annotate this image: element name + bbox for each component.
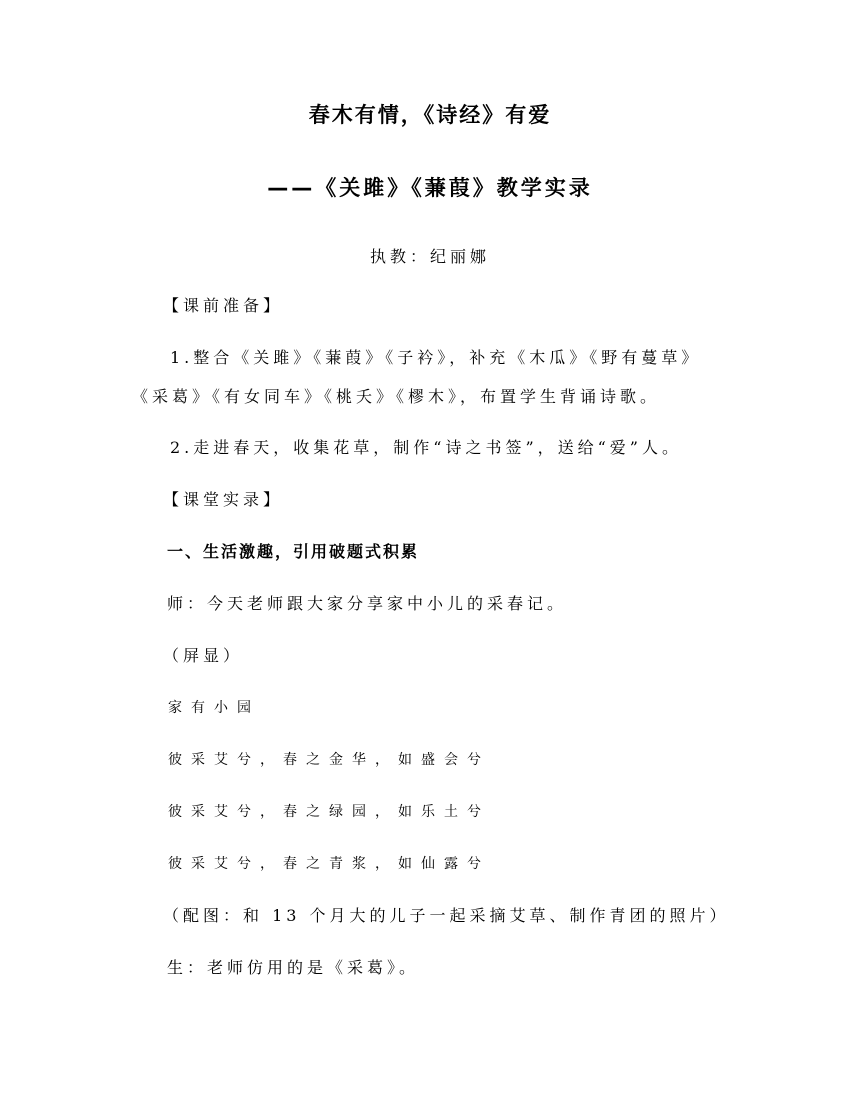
prep-item-1-line-1: 1.整合《关雎》《蒹葭》《子衿》，补充《木瓜》《野有蔓草》	[170, 348, 702, 367]
section-heading-prep: 【课前准备】	[163, 296, 284, 315]
poem-line: 彼采艾兮，春之金华，如盛会兮	[168, 752, 490, 768]
screen-display-note: （屏显）	[163, 646, 244, 665]
prep-item-1-line-2: 《采葛》《有女同车》《桃夭》《樛木》，布置学生背诵诗歌。	[132, 387, 661, 406]
part-1-heading: 一、生活激趣，引用破题式积累	[167, 542, 420, 561]
prep-item-2: 2.走进春天，收集花草，制作“诗之书签”，送给“爱”人。	[170, 438, 682, 457]
poem-title: 家有小园	[168, 700, 260, 716]
image-caption-note: （配图：和 13 个月大的儿子一起采摘艾草、制作青团的照片）	[163, 906, 730, 925]
poem-line: 彼采艾兮，春之青浆，如仙露兮	[168, 856, 490, 872]
teacher-dialogue: 师：今天老师跟大家分享家中小儿的采春记。	[167, 594, 568, 613]
document-title: 春木有情，《诗经》有爱	[308, 103, 552, 127]
author-line: 执教：纪丽娜	[369, 247, 490, 266]
student-dialogue: 生：老师仿用的是《采葛》。	[167, 958, 420, 977]
section-heading-record: 【课堂实录】	[163, 490, 284, 509]
document-subtitle: ——《关雎》《蒹葭》教学实录	[267, 176, 593, 200]
poem-line: 彼采艾兮，春之绿园，如乐土兮	[168, 804, 490, 820]
